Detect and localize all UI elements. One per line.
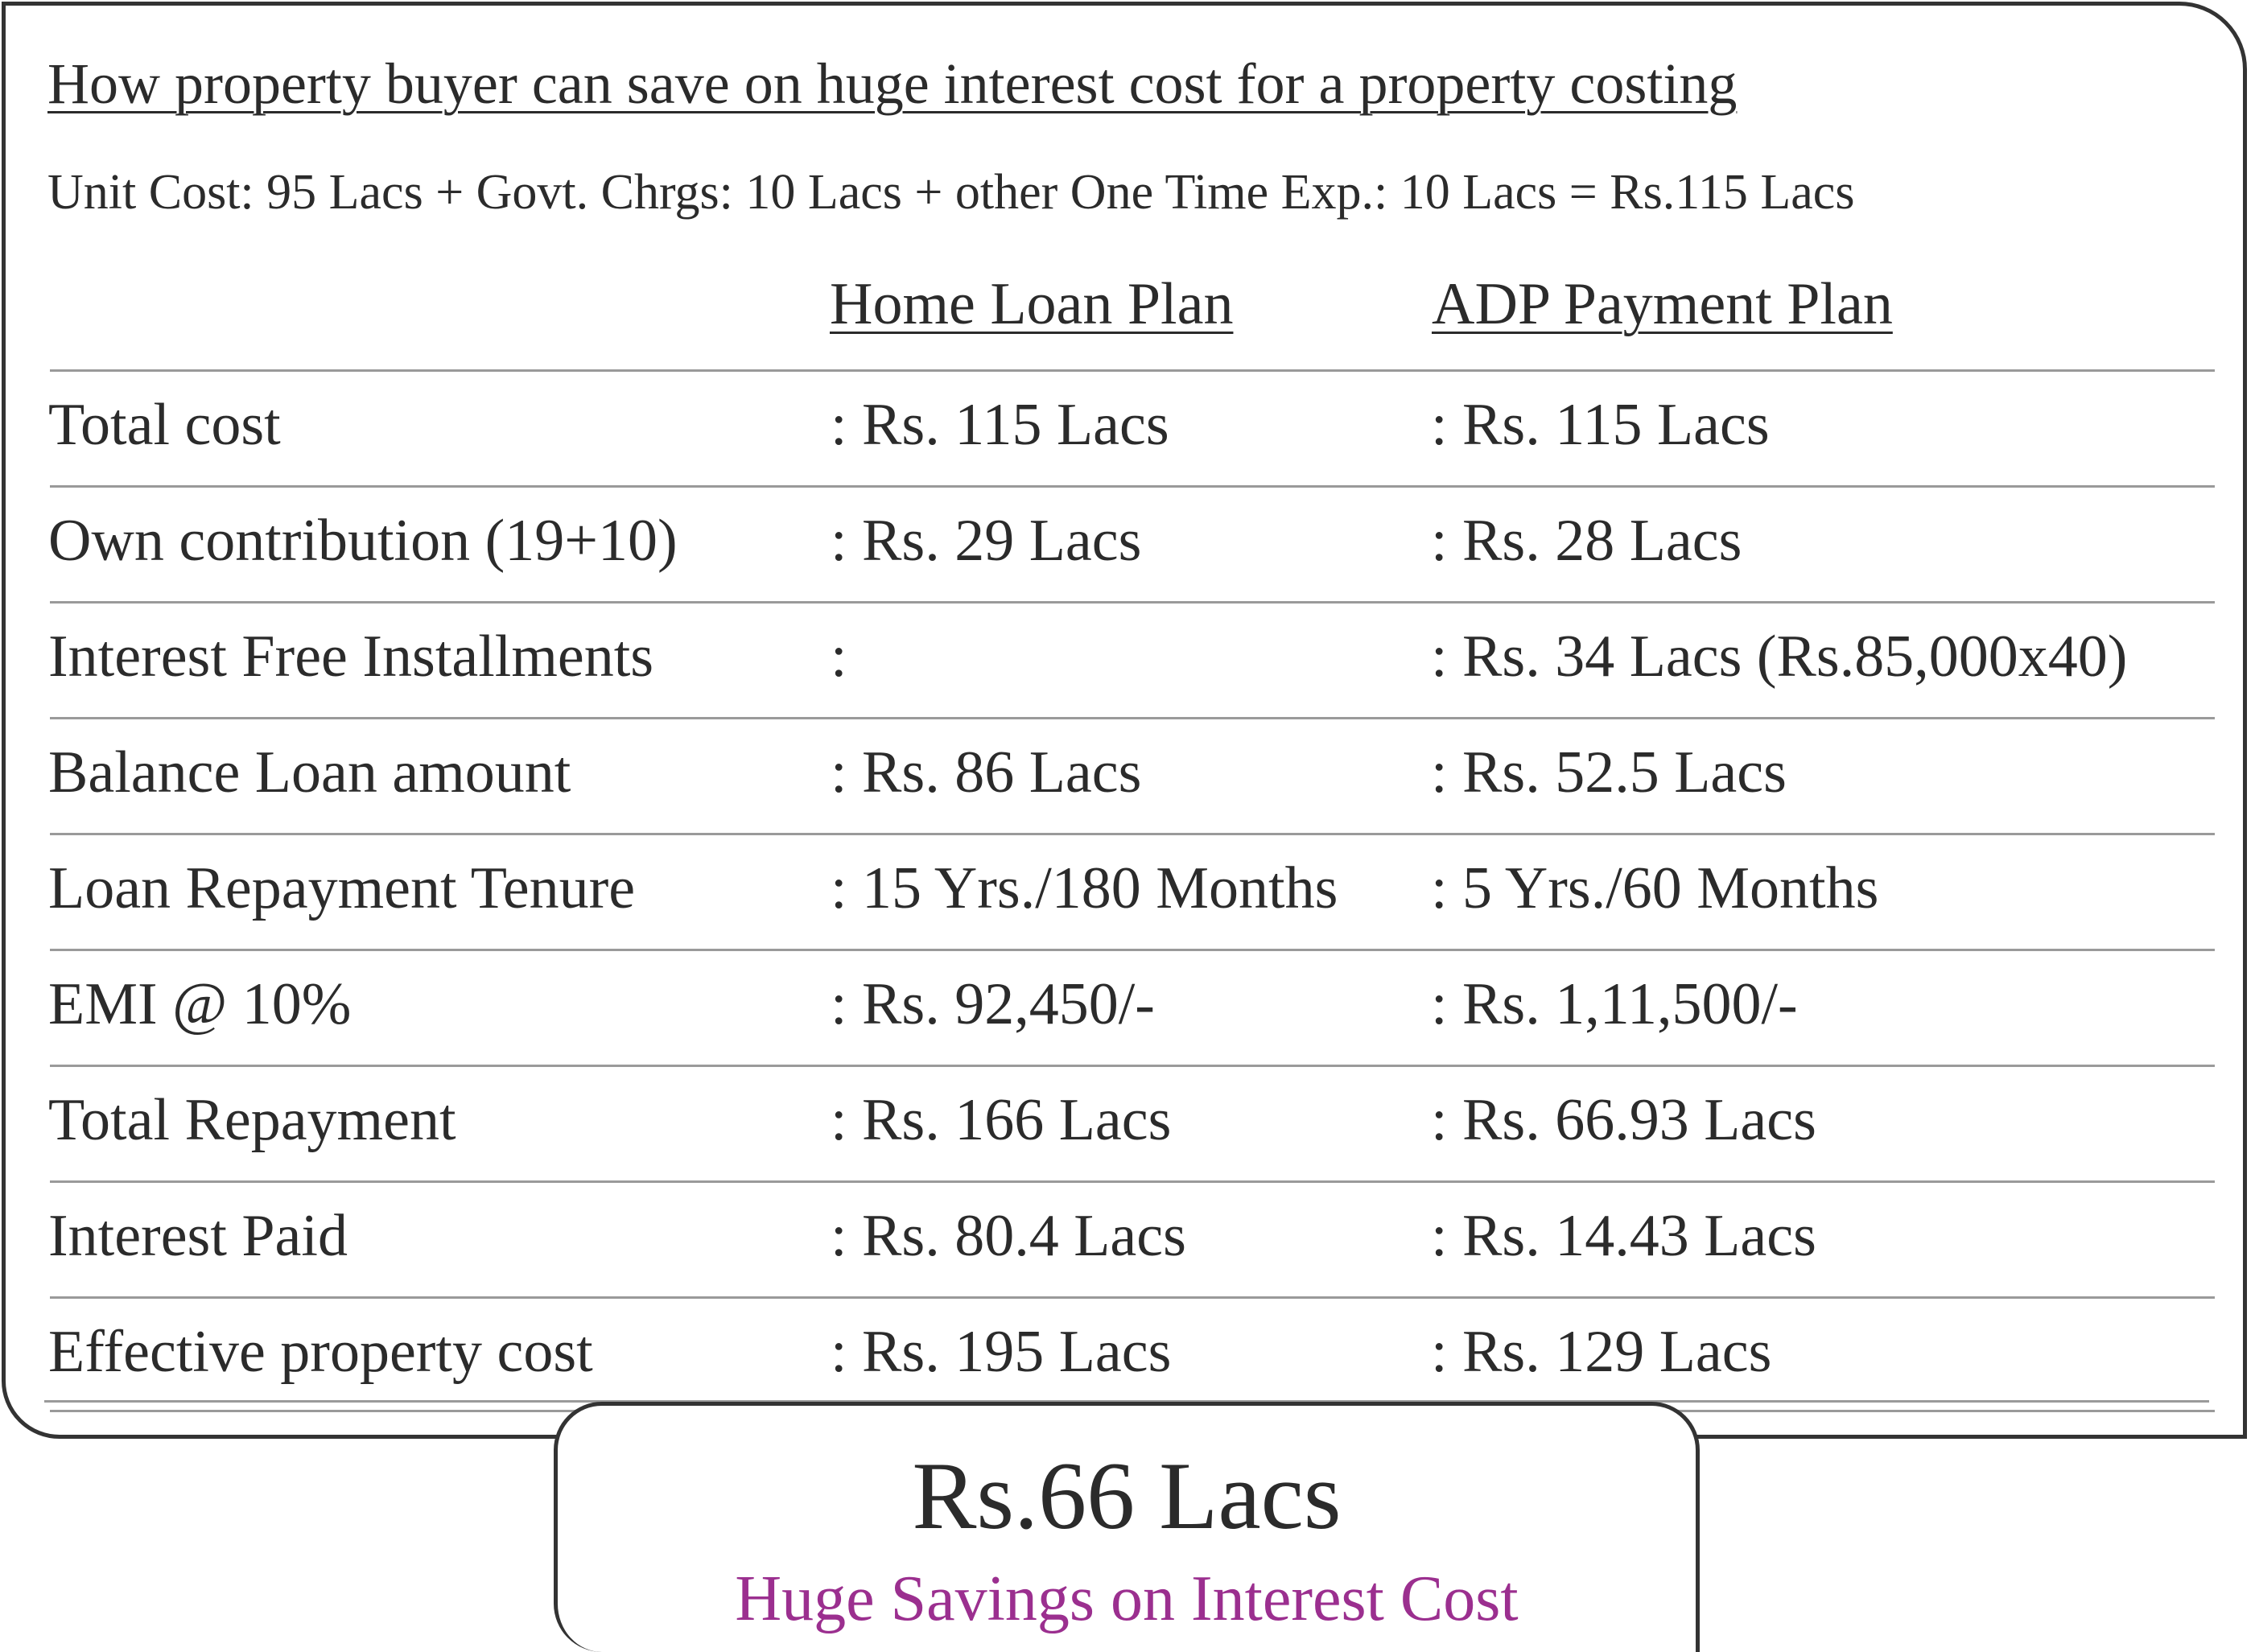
table-row bbox=[50, 1065, 2215, 1180]
row-label: Own contribution (19+10) bbox=[48, 508, 678, 574]
home-loan-value: : Rs. 166 Lacs bbox=[831, 1087, 1172, 1153]
home-loan-value: : Rs. 115 Lacs bbox=[831, 392, 1169, 458]
page-title: How property buyer can save on huge interest cost for a property costing bbox=[47, 51, 1738, 116]
row-label: Total Repayment bbox=[48, 1087, 456, 1153]
table-row bbox=[50, 949, 2215, 1065]
adp-value: : Rs. 14.43 Lacs bbox=[1431, 1203, 1816, 1269]
adp-value: : Rs. 52.5 Lacs bbox=[1431, 739, 1787, 805]
table-row bbox=[50, 601, 2215, 717]
table-row bbox=[50, 1180, 2215, 1296]
table-row bbox=[50, 485, 2215, 601]
row-label: Effective property cost bbox=[48, 1319, 593, 1385]
row-label: EMI @ 10% bbox=[48, 971, 352, 1037]
adp-value: : Rs. 115 Lacs bbox=[1431, 392, 1770, 458]
column-header-home-loan: Home Loan Plan bbox=[830, 271, 1234, 337]
row-label: Interest Free Installments bbox=[48, 624, 654, 690]
row-label: Loan Repayment Tenure bbox=[48, 855, 636, 921]
home-loan-value: : Rs. 92,450/- bbox=[831, 971, 1155, 1037]
comparison-table bbox=[50, 369, 2215, 1412]
home-loan-value: : Rs. 80.4 Lacs bbox=[831, 1203, 1186, 1269]
home-loan-value: : bbox=[831, 624, 847, 690]
table-row bbox=[50, 833, 2215, 949]
adp-value: : 5 Yrs./60 Months bbox=[1431, 855, 1879, 921]
home-loan-value: : Rs. 29 Lacs bbox=[831, 508, 1142, 574]
home-loan-value: : Rs. 195 Lacs bbox=[831, 1319, 1172, 1385]
adp-value: : Rs. 28 Lacs bbox=[1431, 508, 1742, 574]
table-row bbox=[50, 717, 2215, 833]
row-label: Total cost bbox=[48, 392, 281, 458]
row-label: Balance Loan amount bbox=[48, 739, 571, 805]
savings-callout bbox=[554, 1402, 1700, 1652]
adp-value: : Rs. 129 Lacs bbox=[1431, 1319, 1772, 1385]
table-row bbox=[50, 1296, 2215, 1412]
cost-breakdown: Unit Cost: 95 Lacs + Govt. Chrgs: 10 Lacs + other One Time Exp.: 10 Lacs = Rs.115 Lacs bbox=[47, 165, 1855, 220]
adp-value: : Rs. 34 Lacs (Rs.85,000x40) bbox=[1431, 624, 2128, 690]
table-row bbox=[50, 369, 2215, 485]
column-header-adp-plan: ADP Payment Plan bbox=[1432, 271, 1893, 337]
savings-caption: Huge Savings on Interest Cost bbox=[735, 1563, 1519, 1634]
home-loan-value: : Rs. 86 Lacs bbox=[831, 739, 1142, 805]
adp-value: : Rs. 66.93 Lacs bbox=[1431, 1087, 1816, 1153]
home-loan-value: : 15 Yrs./180 Months bbox=[831, 855, 1338, 921]
row-label: Interest Paid bbox=[48, 1203, 348, 1269]
savings-amount: Rs.66 Lacs bbox=[912, 1442, 1342, 1549]
adp-value: : Rs. 1,11,500/- bbox=[1431, 971, 1798, 1037]
comparison-card bbox=[2, 2, 2247, 1439]
